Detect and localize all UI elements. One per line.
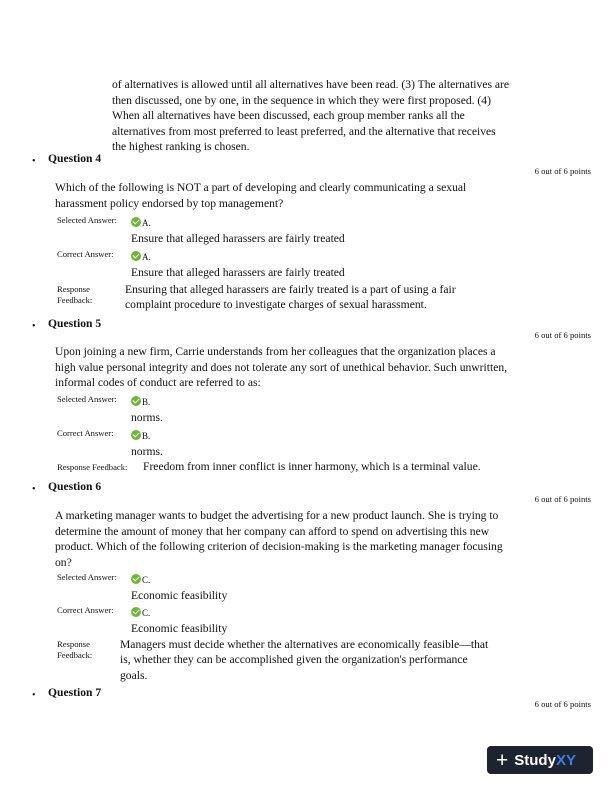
- answer-letter: C.: [142, 608, 151, 618]
- correct-answer-label: Correct Answer:: [57, 605, 114, 615]
- question-text: Which of the following is NOT a part of developing and clearly communicating a sexual harassment policy endorsed by top management?: [55, 181, 467, 210]
- selected-answer: [131, 392, 163, 425]
- selected-answer-label: Selected Answer:: [57, 394, 117, 404]
- plus-icon: +: [496, 748, 509, 772]
- answer-letter: B.: [142, 397, 151, 407]
- answer-text: Economic feasibility: [131, 589, 228, 602]
- response-feedback-text: Managers must decide whether the alternatives are economically feasible—that is, whether they can be accomplished given the organization's performance goals.: [120, 638, 489, 682]
- label-line: Response: [57, 639, 90, 649]
- check-icon: [131, 574, 141, 584]
- bullet-marker: •: [32, 321, 36, 332]
- response-feedback-text: Ensuring that alleged harassers are fairly treated is a part of using a fair complaint procedure to investigate charges of sexual harassment.: [125, 283, 456, 312]
- continuation-paragraph: of alternatives is allowed until all alternatives have been read. (3) The alternatives are then discussed, one by one, in the sequence in which they were first proposed. (4) When all alternatives have been discussed, each group member ranks all the alternatives from most preferred to least preferred, and the alternative that receives the highest ranking is chosen.: [112, 78, 510, 154]
- check-icon: [131, 430, 141, 440]
- answer-text: Ensure that alleged harassers are fairly treated: [131, 266, 345, 279]
- response-feedback-label: [57, 284, 92, 306]
- label-line: Response: [57, 284, 90, 294]
- answer-text: Economic feasibility: [131, 622, 228, 635]
- correct-answer: [131, 426, 163, 459]
- correct-answer-label: Correct Answer:: [57, 249, 114, 259]
- question-title: Question 7: [48, 686, 102, 699]
- brand-name-suffix: XY: [555, 751, 576, 769]
- selected-answer-label: Selected Answer:: [57, 572, 117, 582]
- label-line: Feedback:: [57, 295, 93, 305]
- selected-answer: [131, 213, 345, 246]
- correct-answer-label: Correct Answer:: [57, 428, 114, 438]
- question-points: 6 out of 6 points: [534, 166, 591, 176]
- check-icon: [131, 217, 141, 227]
- answer-letter: A.: [142, 252, 151, 262]
- question-title: Question 5: [48, 317, 102, 330]
- correct-answer: [131, 247, 345, 280]
- correct-answer: [131, 603, 227, 636]
- question-text: Upon joining a new firm, Carrie understands from her colleagues that the organization places a high value personal integrity and does not tolerate any sort of unethical behavior. Such unwritten, informal codes of conduct are referred to as:: [55, 345, 508, 390]
- brand-name-prefix: Study: [514, 751, 556, 769]
- answer-text: Ensure that alleged harassers are fairly treated: [131, 232, 345, 245]
- response-feedback-label: Response Feedback:: [57, 462, 128, 472]
- label-line: Feedback:: [57, 650, 93, 660]
- bullet-marker: •: [32, 156, 36, 167]
- question-text: A marketing manager wants to budget the advertising for a new product launch. She is trying to determine the amount of money that her company can afford to spend on advertising this new product. Which of the following criterion of decision-making is the marketing manager focusing on?: [55, 509, 503, 569]
- answer-text: norms.: [131, 411, 163, 424]
- selected-answer: [131, 570, 227, 603]
- selected-answer-label: Selected Answer:: [57, 215, 117, 225]
- response-feedback-label: [57, 639, 92, 661]
- bullet-marker: •: [32, 484, 36, 495]
- question-title: Question 4: [48, 152, 102, 165]
- bullet-marker: •: [32, 690, 36, 701]
- question-title: Question 6: [48, 480, 102, 493]
- response-feedback-text: Freedom from inner conflict is inner harmony, which is a terminal value.: [143, 460, 481, 473]
- question-points: 6 out of 6 points: [534, 494, 591, 504]
- answer-letter: B.: [142, 431, 151, 441]
- answer-letter: A.: [142, 218, 151, 228]
- check-icon: [131, 396, 141, 406]
- studyxy-logo[interactable]: [487, 746, 593, 774]
- question-points: 6 out of 6 points: [534, 699, 591, 709]
- check-icon: [131, 607, 141, 617]
- question-points: 6 out of 6 points: [534, 330, 591, 340]
- answer-text: norms.: [131, 445, 163, 458]
- check-icon: [131, 251, 141, 261]
- answer-letter: C.: [142, 575, 151, 585]
